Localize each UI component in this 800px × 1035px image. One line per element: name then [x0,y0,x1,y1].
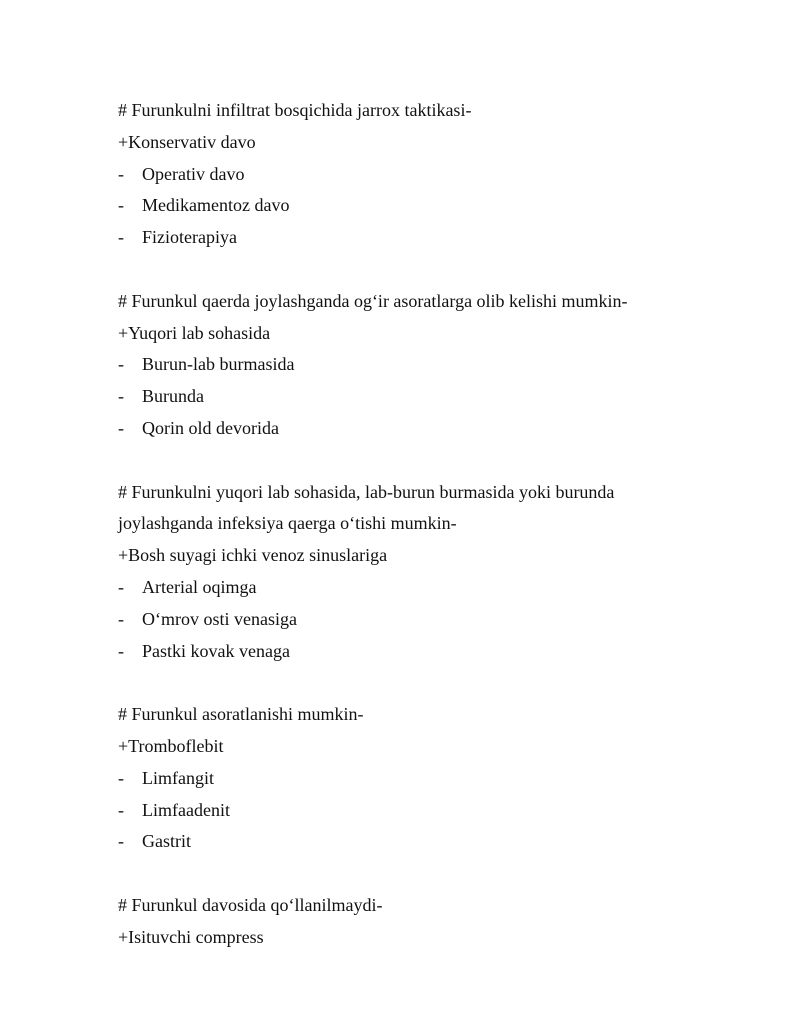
answer-option [118,763,718,795]
spacer [118,254,718,286]
option-text: Operativ davo [142,163,245,184]
option-text: Gastrit [142,831,191,852]
question-block-1 [118,95,718,254]
correct-answer: +Tromboflebit [118,735,224,756]
option-text: Burunda [142,386,204,407]
document-page [118,95,718,954]
answer-option [118,636,718,668]
correct-answer: +Isituvchi compress [118,926,264,947]
dash-bullet: - [118,608,124,629]
dash-bullet: - [118,386,124,407]
option-text: Pastki kovak venaga [142,640,290,661]
correct-answer: +Yuqori lab sohasida [118,322,271,343]
question-block-2 [118,286,718,445]
option-text: Arterial oqimga [142,576,257,597]
question-text: # Furunkulni yuqori lab sohasida, lab-burun burmasida yoki burunda [118,481,615,502]
option-text: Fizioterapiya [142,227,237,248]
answer-option [118,222,718,254]
dash-bullet: - [118,163,124,184]
correct-answer: +Konservativ davo [118,131,256,152]
answer-option [118,604,718,636]
answer-option [118,795,718,827]
option-text: O‘mrov osti venasiga [142,608,297,629]
spacer [118,445,718,477]
question-block-5 [118,890,718,954]
answer-option [118,572,718,604]
correct-answer: +Bosh suyagi ichki venoz sinuslariga [118,545,388,566]
dash-bullet: - [118,195,124,216]
answer-option [118,413,718,445]
dash-bullet: - [118,640,124,661]
answer-option [118,159,718,191]
dash-bullet: - [118,767,124,788]
question-text: # Furunkul qaerda joylashganda og‘ir asoratlarga olib kelishi mumkin- [118,290,628,311]
question-text: # Furunkul davosida qo‘llanilmaydi- [118,894,383,915]
dash-bullet: - [118,354,124,375]
spacer [118,858,718,890]
option-text: Qorin old devorida [142,417,279,438]
option-text: Medikamentoz davo [142,195,290,216]
answer-option [118,381,718,413]
spacer [118,667,718,699]
dash-bullet: - [118,799,124,820]
option-text: Limfangit [142,767,214,788]
dash-bullet: - [118,576,124,597]
answer-option [118,190,718,222]
option-text: Burun-lab burmasida [142,354,295,375]
dash-bullet: - [118,831,124,852]
option-text: Limfaadenit [142,799,230,820]
question-text: # Furunkulni infiltrat bosqichida jarrox taktikasi- [118,100,472,120]
answer-option [118,349,718,381]
question-text: # Furunkul asoratlanishi mumkin- [118,704,364,725]
question-block-3 [118,477,718,668]
dash-bullet: - [118,417,124,438]
question-text-continued: joylashganda infeksiya qaerga o‘tishi mumkin- [118,513,457,534]
answer-option [118,826,718,858]
question-block-4 [118,699,718,858]
dash-bullet: - [118,227,124,248]
